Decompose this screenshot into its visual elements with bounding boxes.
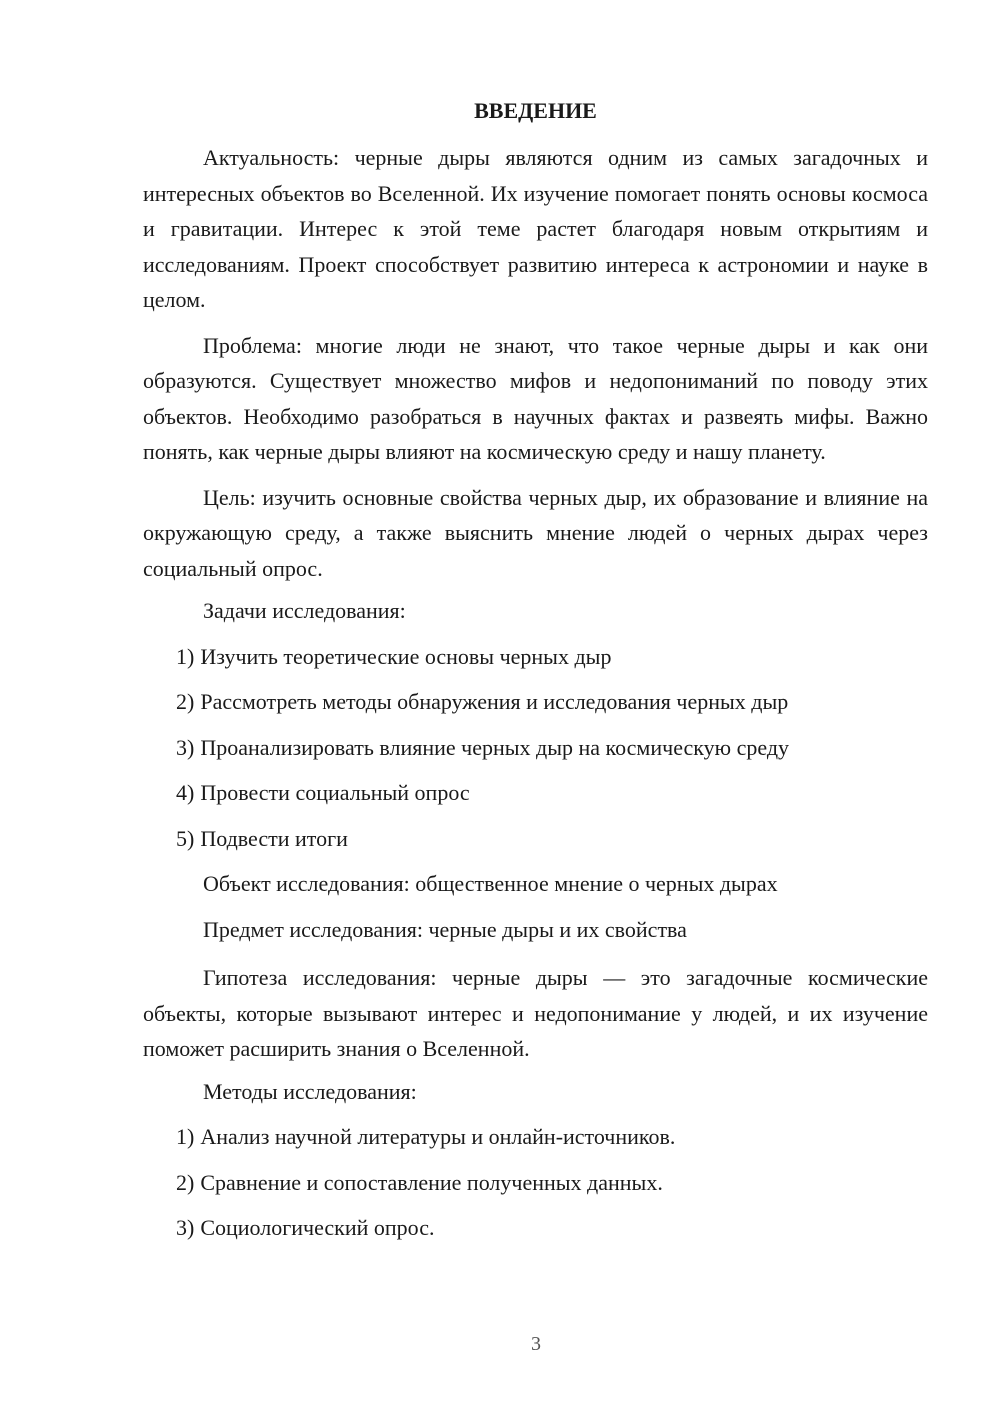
- task-text: Проанализировать влияние черных дыр на космическую среду: [200, 734, 790, 760]
- task-text: Подвести итоги: [200, 825, 348, 851]
- task-item: [143, 733, 928, 763]
- task-text: Изучить теоретические основы черных дыр: [200, 643, 612, 669]
- task-number: 3): [176, 734, 195, 760]
- page-number: 3: [531, 1333, 541, 1355]
- method-number: 1): [176, 1124, 195, 1149]
- tasks-heading: Задачи исследования:: [203, 598, 406, 623]
- task-item: [143, 778, 928, 808]
- research-object: Объект исследования: общественное мнение о черных дырах: [203, 871, 778, 896]
- method-text: Социологический опрос.: [200, 1215, 435, 1240]
- task-number: 4): [176, 780, 195, 805]
- method-item: [143, 1168, 928, 1198]
- task-text: Рассмотреть методы обнаружения и исследования черных дыр: [200, 689, 789, 714]
- goal-paragraph: Цель: изучить основные свойства черных дыр, их образование и влияние на окружающую среду, а также выяснить мнение людей о черных дырах через социальный опрос.: [143, 484, 928, 581]
- task-number: 1): [176, 643, 195, 669]
- research-subject: Предмет исследования: черные дыры и их свойства: [203, 916, 687, 942]
- task-item: [143, 824, 928, 854]
- document-body: [143, 96, 928, 1259]
- task-number: 2): [176, 689, 195, 714]
- task-item: [143, 687, 928, 717]
- section-title: ВВЕДЕНИЕ: [474, 98, 597, 123]
- relevance-paragraph: Актуальность: черные дыры являются одним из самых загадочных и интересных объектов во Вселенной. Их изучение помогает понять основы космоса и гравитации. Интерес к этой теме растет благодаря новым открытиям и исследованиям. Проект способствует развитию интереса к астрономии и науке в целом.: [143, 145, 928, 312]
- hypothesis-paragraph: Гипотеза исследования: черные дыры — это загадочные космические объекты, которые вызывают интерес и недопонимание у людей, и их изучение поможет расширить знания о Вселенной.: [143, 965, 928, 1061]
- method-number: 2): [176, 1169, 195, 1195]
- method-item: [143, 1122, 928, 1152]
- method-text: Анализ научной литературы и онлайн-источников.: [200, 1124, 676, 1149]
- methods-heading: Методы исследования:: [203, 1078, 417, 1104]
- task-number: 5): [176, 825, 195, 851]
- method-text: Сравнение и сопоставление полученных данных.: [200, 1169, 663, 1195]
- method-number: 3): [176, 1215, 195, 1240]
- problem-paragraph: Проблема: многие люди не знают, что такое черные дыры и как они образуются. Существует множество мифов и недопониманий по поводу этих объектов. Необходимо разобраться в научных фактах и развеять мифы. Важно понять, как черные дыры влияют на космическую среду и нашу планету.: [143, 332, 928, 464]
- task-text: Провести социальный опрос: [200, 780, 470, 805]
- task-item: [143, 642, 928, 672]
- method-item: [143, 1213, 928, 1243]
